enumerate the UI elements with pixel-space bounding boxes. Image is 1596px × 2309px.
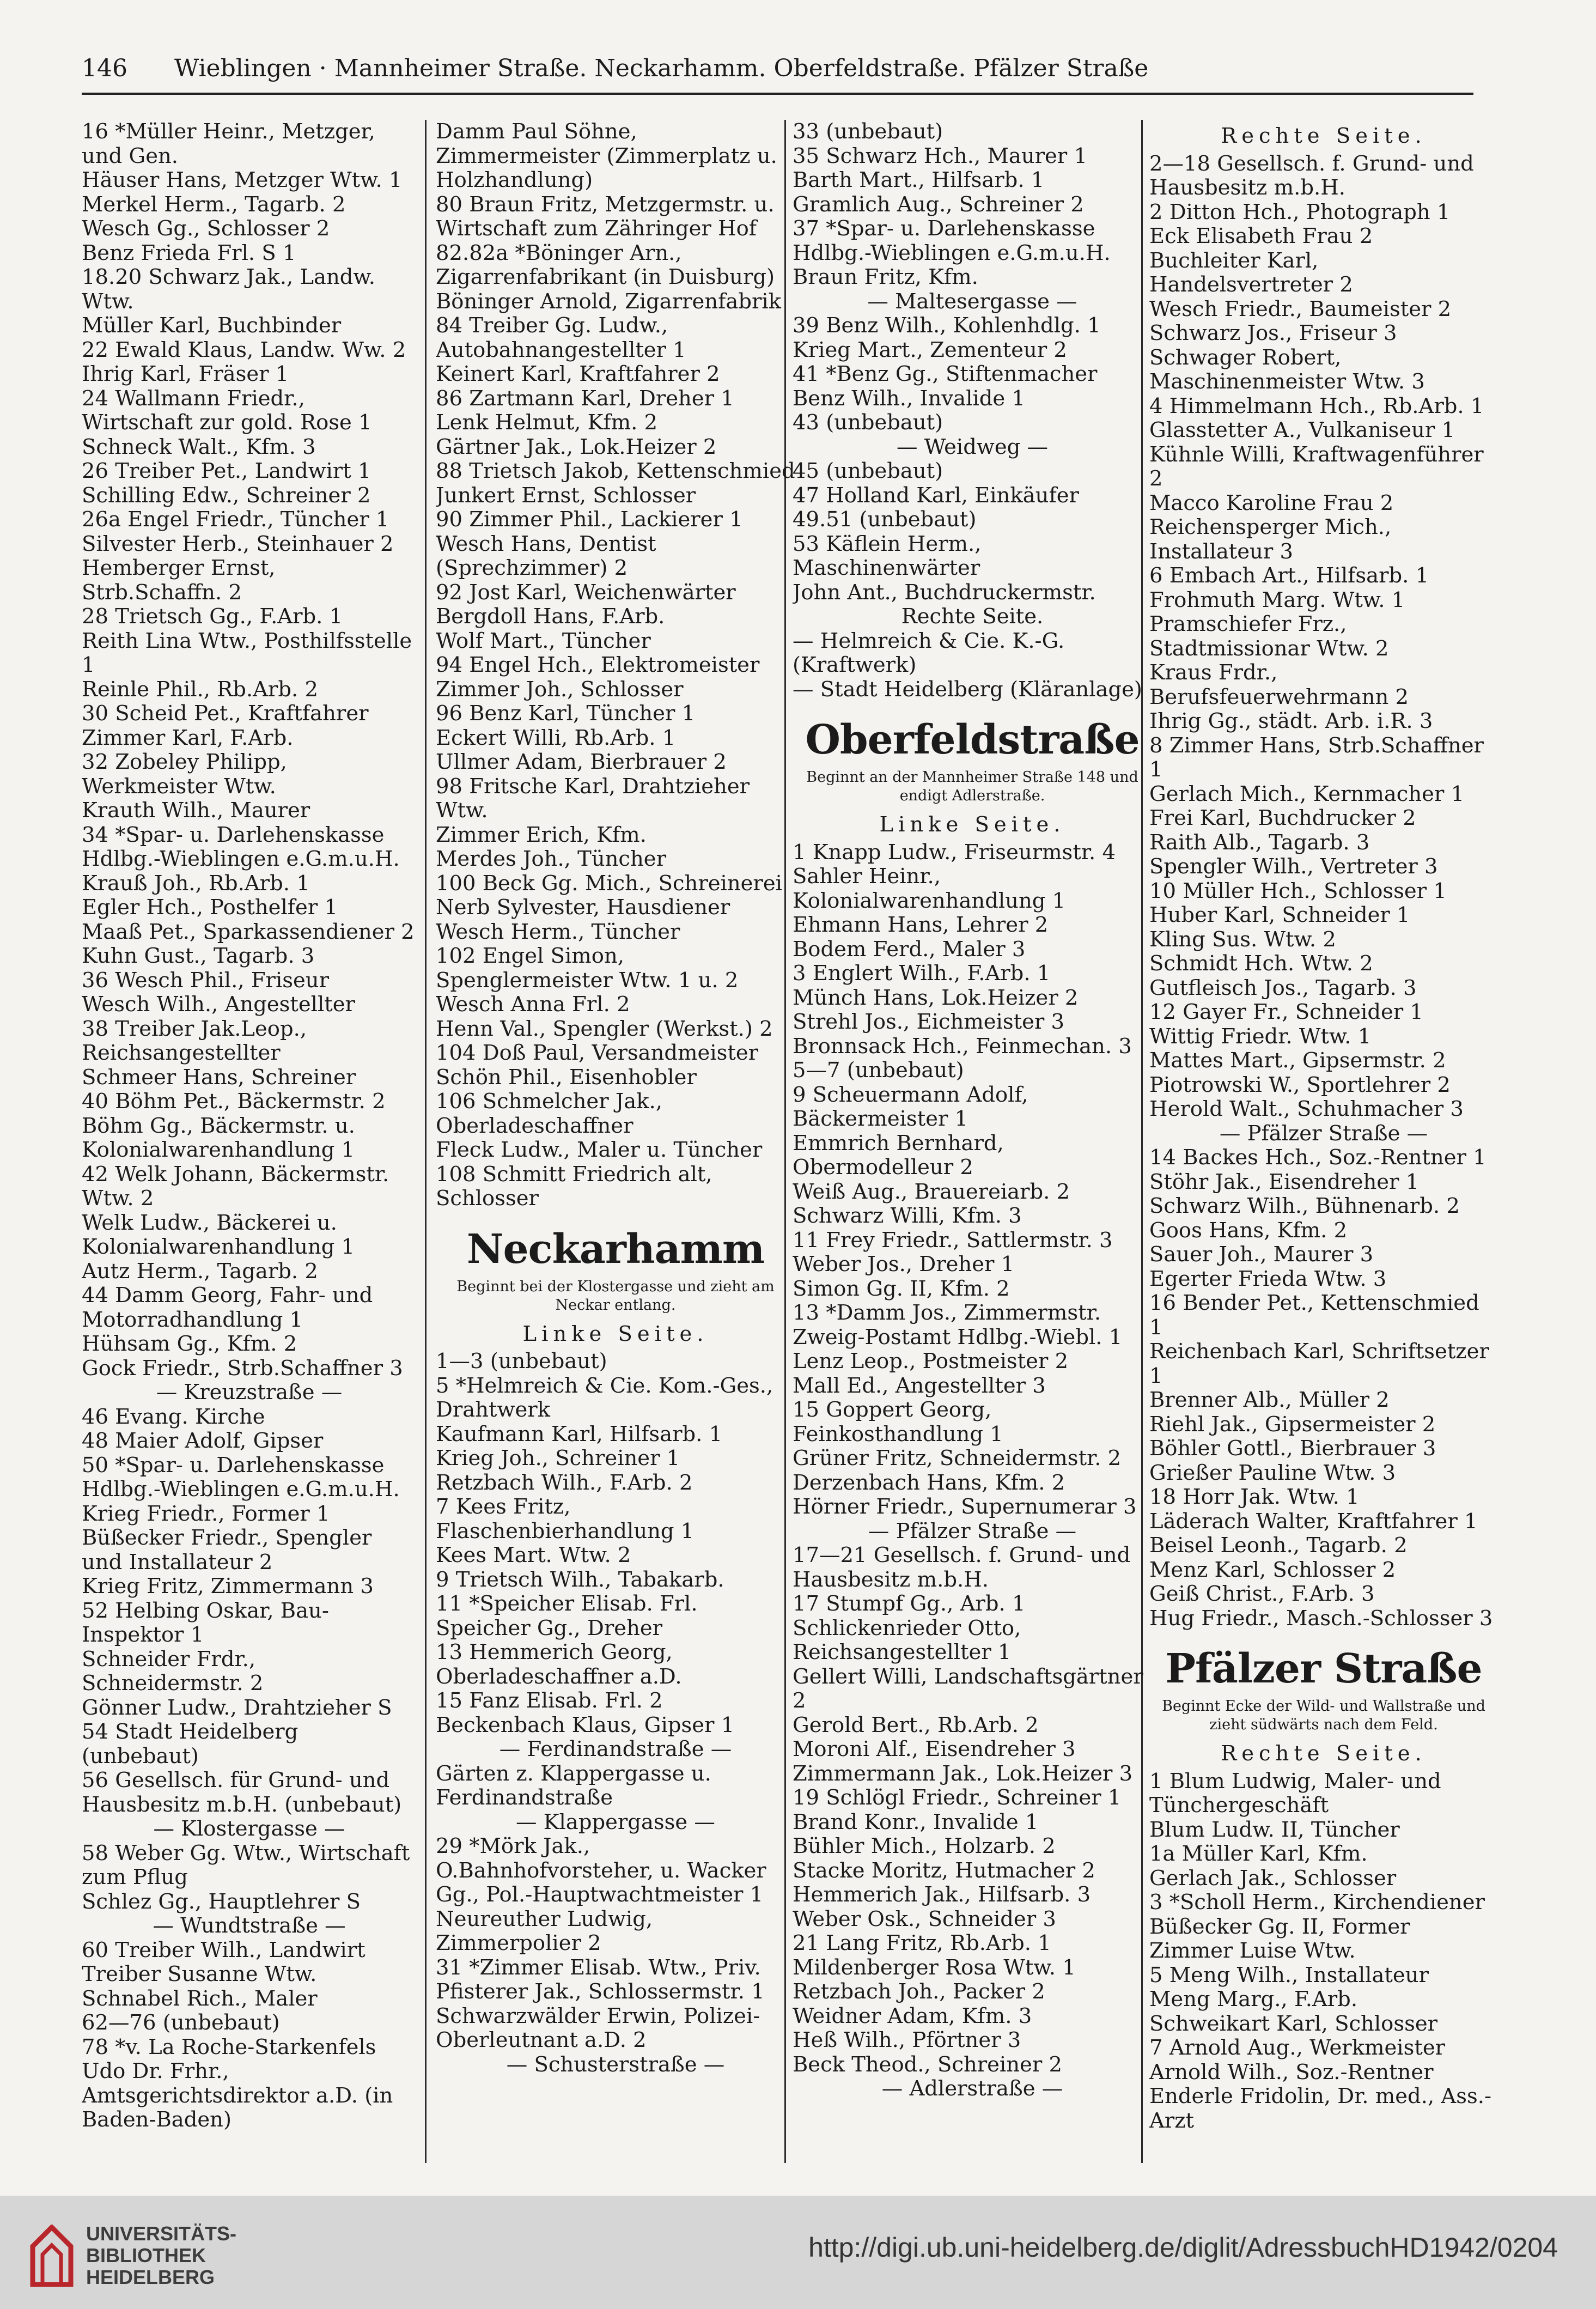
address-entry: Nerb Sylvester, Hausdiener [436,895,730,920]
mannheimer-strasse-continued [436,120,795,1211]
address-entry: Bronnsack Hch., Feinmechan. 3 [793,1034,1132,1059]
address-entry: 88 Trietsch Jakob, Kettenschmied [436,459,795,483]
address-entry: Schwarz Wilh., Bühnenarb. 2 [1149,1194,1460,1218]
address-entry: 96 Benz Karl, Tüncher 1 [436,701,696,726]
address-entry: 60 Treiber Wilh., Landwirt [82,1937,366,1962]
address-entry: 9 Trietsch Wilh., Tabakarb. [436,1567,724,1592]
address-entry: 52 Helbing Oskar, Bau-Inspektor 1 [82,1598,329,1647]
address-entry: — Weidweg — [896,434,1049,459]
address-entry: Mall Ed., Angestellter 3 [793,1373,1046,1398]
address-entry: Gärtner Jak., Lok.Heizer 2 [436,434,717,459]
university-logo-icon [27,2225,76,2287]
address-entry: Henn Val., Spengler (Werkst.) 2 [436,1016,773,1041]
address-entry: 41 *Benz Gg., Stiftenmacher [793,362,1098,386]
address-entry: Ihrig Karl, Fräser 1 [82,362,289,386]
address-entry: Beisel Leonh., Tagarb. 2 [1149,1533,1408,1558]
address-entry: Kühnle Willi, Kraftwagenführer 2 [1149,442,1484,491]
address-entry: Macco Karoline Frau 2 [1149,490,1394,515]
column-3 [793,120,1152,2163]
address-entry: 22 Ewald Klaus, Landw. Ww. 2 [82,337,406,362]
address-entry: 3 *Scholl Herm., Kirchendiener [1149,1890,1485,1915]
address-entry: Reichenbach Karl, Schriftsetzer 1 [1149,1339,1489,1388]
address-entry: — Pfälzer Straße — [868,1518,1077,1544]
address-entry: 11 *Speicher Elisab. Frl. [436,1591,698,1616]
address-entry: Hug Friedr., Masch.-Schlosser 3 [1149,1606,1493,1631]
address-entry: Weiß Aug., Brauereiarb. 2 [793,1179,1070,1204]
page-header [82,52,1149,85]
library-name [86,2223,236,2288]
address-entry: Sauer Joh., Maurer 3 [1149,1242,1374,1267]
address-entry: 15 Fanz Elisab. Frl. 2 [436,1688,663,1713]
address-entry: Huber Karl, Schneider 1 [1149,903,1410,927]
address-entry: 1 Blum Ludwig, Maler- und Tünchergeschäft [1149,1769,1441,1818]
address-entry: Münch Hans, Lok.Heizer 2 [793,985,1079,1010]
page-title: Wieblingen · Mannheimer Straße. Neckarhamm. Oberfeldstraße. Pfälzer Straße [174,54,1149,82]
address-entry: 53 Käflein Herm., Maschinenwärter [793,531,982,580]
address-entry: Autz Herm., Tagarb. 2 [82,1259,318,1284]
address-entry: 11 Frey Friedr., Sattlermstr. 3 [793,1228,1113,1253]
address-entry: Reinle Phil., Rb.Arb. 2 [82,677,318,702]
address-entry: Wesch Herm., Tüncher [436,919,680,944]
address-entry: Ihrig Gg., städt. Arb. i.R. 3 [1149,709,1433,733]
source-url-link[interactable]: http://digi.ub.uni-heidelberg.de/diglit/AdressbuchHD1942/0204 [808,2232,1558,2263]
street-heading-pfaelzer-strasse: Pfälzer Straße [1165,1645,1482,1692]
address-entry: 5 *Helmreich & Cie. Kom.-Ges., Drahtwerk [436,1373,773,1422]
column-4 [1149,120,1498,2163]
address-entry: Bodem Ferd., Maler 3 [793,937,1026,962]
address-entry: Eck Elisabeth Frau 2 [1149,224,1373,248]
address-entry: Schwarzwälder Erwin, Polizei-Oberleutnant a.D. 2 [436,2003,760,2052]
address-entry: Mattes Mart., Gipsermstr. 2 [1149,1048,1446,1073]
address-entry: Krieg Joh., Schreiner 1 [436,1446,680,1471]
address-entry: 3 Englert Wilh., F.Arb. 1 [793,961,1051,986]
address-entry: Büßecker Gg. II, Former [1149,1914,1410,1939]
address-entry: Gramlich Aug., Schreiner 2 [793,192,1084,217]
address-entry: Bühler Mich., Holzarb. 2 [793,1834,1056,1858]
address-entry: 84 Treiber Gg. Ludw., Autobahnangestellter 1 [436,313,686,362]
address-entry: — Maltesergasse — [867,289,1077,314]
address-entry: Grießer Pauline Wtw. 3 [1149,1460,1396,1485]
address-entry: 92 Jost Karl, Weichenwärter [436,580,736,605]
address-entry: 2—18 Gesellsch. f. Grund- und Hausbesitz m.b.H. [1149,151,1474,200]
address-entry: Spengler Wilh., Vertreter 3 [1149,854,1438,879]
address-entry: — Kreuzstraße — [156,1380,343,1405]
address-entry: 43 (unbebaut) [793,410,943,435]
address-entry: Gellert Willi, Landschaftsgärtner 2 [793,1664,1143,1713]
address-entry: 5 Meng Wilh., Installateur [1149,1962,1429,1988]
address-entry: Grüner Fritz, Schneidermstr. 2 [793,1446,1122,1471]
address-entry: Büßecker Friedr., Spengler und Installateur 2 [82,1526,372,1575]
address-entry: Blum Ludw. II, Tüncher [1149,1817,1400,1842]
address-entry: Ehmann Hans, Lehrer 2 [793,913,1049,937]
address-entry: Welk Ludw., Bäckerei u. Kolonialwarenhandlung 1 [82,1210,355,1259]
address-entry: Egler Hch., Posthelfer 1 [82,895,338,920]
address-entry: Mildenberger Rosa Wtw. 1 [793,1955,1076,1980]
address-entry: 38 Treiber Jak.Leop., Reichsangestellter [82,1016,307,1065]
address-entry: 62—76 (unbebaut) [82,2010,280,2035]
address-entry: 14 Backes Hch., Soz.-Rentner 1 [1149,1145,1487,1170]
address-entry: Schwager Robert, Maschinenmeister Wtw. 3 [1149,345,1425,394]
address-entry: Schlickenrieder Otto, Reichsangestellter 1 [793,1615,1021,1664]
address-entry: 8 Zimmer Hans, Strb.Schaffner 1 [1149,733,1484,782]
address-entry: Beck Theod., Schreiner 2 [793,2052,1062,2077]
address-entry: 7 Kees Fritz, Flaschenbierhandlung 1 [436,1494,695,1544]
address-entry: Gönner Ludw., Drahtzieher S [82,1695,392,1720]
address-entry: 49.51 (unbebaut) [793,507,977,532]
address-entry: 13 Hemmerich Georg, Oberladeschaffner a.D. [436,1640,682,1689]
address-entry: Derzenbach Hans, Kfm. 2 [793,1470,1065,1495]
address-entry: Kaufmann Karl, Hilfsarb. 1 [436,1421,723,1447]
address-entry: Schwarz Willi, Kfm. 3 [793,1204,1022,1228]
address-entry: 16 Bender Pet., Kettenschmied 1 [1149,1291,1479,1340]
address-entry: 50 *Spar- u. Darlehenskasse Hdlbg.-Wieblingen e.G.m.u.H. [82,1453,400,1502]
address-entry: Schneider Frdr., Schneidermstr. 2 [82,1646,264,1696]
address-entry: 19 Schlögl Friedr., Schreiner 1 [793,1785,1122,1810]
address-entry: Simon Gg. II, Kfm. 2 [793,1276,1010,1301]
address-entry: Krieg Friedr., Former 1 [82,1501,330,1526]
address-entry: Zimmer Joh., Schlosser [436,677,684,702]
address-entry: 102 Engel Simon, Spenglermeister Wtw. 1 u. 2 [436,944,739,993]
address-entry: Eckert Willi, Rb.Arb. 1 [436,725,676,750]
address-entry: Arnold Wilh., Soz.-Rentner [1149,2059,1434,2085]
address-entry: Junkert Ernst, Schlosser [436,483,696,508]
address-entry: Schmidt Hch. Wtw. 2 [1149,951,1373,976]
address-entry: Geiß Christ., F.Arb. 3 [1149,1582,1375,1606]
address-entry: 56 Gesellsch. für Grund- und Hausbesitz m.b.H. (unbebaut) [82,1768,402,1817]
address-entry: 104 Doß Paul, Versandmeister [436,1041,759,1065]
address-entry: Weber Osk., Schneider 3 [793,1906,1056,1931]
address-entry: Wolf Mart., Tüncher [436,628,651,653]
address-entry: 12 Gayer Fr., Schneider 1 [1149,1000,1423,1024]
side-title-oberfeldstrasse: Linke Seite. [879,812,1065,837]
address-entry: Hemmerich Jak., Hilfsarb. 3 [793,1882,1091,1907]
address-entry: Lenk Helmut, Kfm. 2 [436,410,658,435]
address-entry: Egerter Frieda Wtw. 3 [1149,1266,1387,1291]
address-entry: Gerlach Jak., Schlosser [1149,1866,1397,1891]
neckarhamm-entries [436,1350,795,2077]
address-entry: Merdes Joh., Tüncher [436,847,666,871]
address-entry: Stacke Moritz, Hutmacher 2 [793,1858,1095,1883]
column-2 [436,120,795,2163]
address-entry: 16 *Müller Heinr., Metzger, und Gen. [82,120,375,168]
address-entry: 24 Wallmann Friedr., Wirtschaft zur gold. Rose 1 [82,386,372,435]
address-entry: 47 Holland Karl, Einkäufer [793,483,1079,508]
address-entry: Stöhr Jak., Eisendreher 1 [1149,1169,1420,1194]
side-title-pfaelzer: Rechte Seite. [1221,1741,1427,1766]
address-entry: — Stadt Heidelberg (Kläranlage) [793,677,1142,702]
neckarhamm-continued [793,120,1152,702]
address-entry: Frei Karl, Buchdrucker 2 [1149,806,1416,830]
address-entry: — Klappergasse — [516,1809,715,1834]
street-subtitle-pfaelzer-strasse: Beginnt Ecke der Wild- und Wallstraße und zieht südwärts nach dem Feld. [1162,1698,1485,1733]
address-entry: 26a Engel Friedr., Tüncher 1 [82,507,389,532]
address-entry: — Wundtstraße — [153,1913,346,1938]
address-entry: Moroni Alf., Eisendreher 3 [793,1737,1076,1761]
address-entry: Ullmer Adam, Bierbrauer 2 [436,750,727,774]
address-entry: 1a Müller Karl, Kfm. [1149,1842,1368,1866]
address-entry: 45 (unbebaut) [793,459,943,483]
address-entry: 32 Zobeley Philipp, Werkmeister Wtw. [82,750,287,799]
address-entry: Zimmer Erich, Kfm. [436,822,647,847]
address-entry: 94 Engel Hch., Elektromeister [436,653,760,677]
address-entry: 58 Weber Gg. Wtw., Wirtschaft zum Pflug [82,1840,410,1889]
address-entry: 44 Damm Georg, Fahr- und Motorradhandlung 1 [82,1283,373,1332]
address-entry: Retzbach Joh., Packer 2 [793,1979,1045,2004]
pfaelzer-strasse-entries [1149,1770,1498,2134]
address-entry: 48 Maier Adolf, Gipser [82,1429,324,1453]
address-entry: Piotrowski W., Sportlehrer 2 [1149,1072,1451,1097]
address-entry: Gerold Bert., Rb.Arb. 2 [793,1712,1039,1737]
address-entry: Pfisterer Jak., Schlossermstr. 1 [436,1979,765,2004]
address-entry: Schilling Edw., Schreiner 2 [82,483,371,508]
address-entry: Herold Walt., Schuhmacher 3 [1149,1097,1464,1121]
address-entry: 6 Embach Art., Hilfsarb. 1 [1149,563,1429,588]
address-entry: Gock Friedr., Strb.Schaffner 3 [82,1356,403,1381]
library-name-line: BIBLIOTHEK [86,2244,206,2267]
address-entry: Meng Marg., F.Arb. [1149,1987,1358,2012]
address-entry: 37 *Spar- u. Darlehenskasse Hdlbg.-Wieblingen e.G.m.u.H. [793,216,1111,265]
address-entry: Wittig Friedr. Wtw. 1 [1149,1024,1372,1049]
page-number: 146 [82,54,127,82]
address-entry: 17 Stumpf Gg., Arb. 1 [793,1591,1026,1616]
address-entry: Frohmuth Marg. Wtw. 1 [1149,587,1405,612]
address-entry: Gärten z. Klappergasse u. Ferdinandstraße [436,1761,711,1810]
address-entry: 98 Fritsche Karl, Drahtzieher Wtw. [436,774,750,823]
address-entry: Reith Lina Wtw., Posthilfsstelle 1 [82,628,412,677]
address-entry: 54 Stadt Heidelberg (unbebaut) [82,1719,299,1769]
address-entry: 13 *Damm Jos., Zimmermstr. [793,1301,1101,1325]
address-entry: Reichensperger Mich., Installateur 3 [1149,515,1392,564]
address-entry: Damm Paul Söhne, Zimmermeister (Zimmerplatz u. Holzhandlung) [436,120,777,192]
address-entry: Sahler Heinr., Kolonialwarenhandlung 1 [793,864,1066,913]
address-entry: 40 Böhm Pet., Bäckermstr. 2 [82,1089,386,1114]
address-entry: 80 Braun Fritz, Metzgermstr. u. Wirtschaft zum Zähringer Hof [436,192,775,241]
address-entry: — Adlerstraße — [881,2076,1063,2101]
address-entry: — Pfälzer Straße — [1219,1121,1428,1146]
address-entry: 36 Wesch Phil., Friseur [82,968,330,993]
address-entry: Brand Konr., Invalide 1 [793,1809,1039,1834]
address-entry: Krieg Fritz, Zimmermann 3 [82,1574,374,1599]
address-entry: Kuhn Gust., Tagarb. 3 [82,944,315,968]
address-entry: Barth Mart., Hilfsarb. 1 [793,168,1045,192]
address-entry: Goos Hans, Kfm. 2 [1149,1218,1348,1243]
address-entry: Wesch Hans, Dentist (Sprechzimmer) 2 [436,531,656,580]
oberfeldstrasse-entries [793,841,1152,2101]
address-entry: Speicher Gg., Dreher [436,1615,663,1640]
address-entry: Buchleiter Karl, Handelsvertreter 2 [1149,248,1353,297]
address-entry: Schweikart Karl, Schlosser [1149,2011,1438,2036]
address-entry: Braun Fritz, Kfm. [793,265,978,289]
address-entry: Krieg Mart., Zementeur 2 [793,337,1067,362]
address-entry: 29 *Mörk Jak., O.Bahnhofvorsteher, u. Wacker Gg., Pol.-Hauptwachtmeister 1 [436,1834,766,1907]
address-entry: 86 Zartmann Karl, Dreher 1 [436,386,734,411]
address-entry: Benz Wilh., Invalide 1 [793,386,1025,411]
address-entry: 1 Knapp Ludw., Friseurmstr. 4 [793,840,1116,865]
address-entry: John Ant., Buchdruckermstr. [793,580,1096,605]
address-entry: Riehl Jak., Gipsermeister 2 [1149,1412,1436,1437]
address-entry: Zimmer Karl, F.Arb. [82,725,294,750]
address-entry: 31 *Zimmer Elisab. Wtw., Priv. [436,1955,761,1980]
address-entry: — Schusterstraße — [506,2052,725,2077]
address-entry: 100 Beck Gg. Mich., Schreinerei [436,871,782,896]
address-entry: Schlez Gg., Hauptlehrer S [82,1889,361,1914]
address-entry: Hühsam Gg., Kfm. 2 [82,1332,297,1356]
address-entry: 5—7 (unbebaut) [793,1058,964,1083]
header-rule [82,93,1473,95]
address-entry: — Helmreich & Cie. K.-G. (Kraftwerk) [793,628,1065,677]
address-entry: Glasstetter A., Vulkaniseur 1 [1149,418,1455,442]
column-divider [425,120,427,2163]
address-entry: Hemberger Ernst, Strb.Schaffn. 2 [82,556,276,605]
address-entry: 90 Zimmer Phil., Lackierer 1 [436,507,743,532]
address-entry: Gutfleisch Jos., Tagarb. 3 [1149,975,1417,1000]
address-entry: Zweig-Postamt Hdlbg.-Wiebl. 1 [793,1324,1123,1350]
address-entry: Schmeer Hans, Schreiner [82,1065,356,1090]
address-entry: 33 (unbebaut) [793,120,943,144]
address-entry: 30 Scheid Pet., Kraftfahrer [82,701,369,726]
address-entry: Kees Mart. Wtw. 2 [436,1543,631,1567]
street-subtitle-neckarhamm: Beginnt bei der Klostergasse und zieht am Neckar entlang. [456,1278,775,1314]
address-entry: Böhler Gottl., Bierbrauer 3 [1149,1436,1436,1461]
address-entry: Weidner Adam, Kfm. 3 [793,2003,1032,2028]
address-entry: 18.20 Schwarz Jak., Landw. Wtw. [82,265,376,314]
address-entry: Wesch Friedr., Baumeister 2 [1149,296,1452,321]
address-entry: Böninger Arnold, Zigarrenfabrik [436,289,782,314]
address-entry: — Ferdinandstraße — [499,1737,732,1761]
address-entry: Enderle Fridolin, Dr. med., Ass.-Arzt [1149,2084,1491,2133]
address-entry: Fleck Ludw., Maler u. Tüncher [436,1138,763,1162]
address-entry: 28 Trietsch Gg., F.Arb. 1 [82,604,343,629]
address-entry: 2 Ditton Hch., Photograph 1 [1149,199,1451,224]
address-entry: Schön Phil., Eisenhobler [436,1065,697,1090]
address-entry: Gerlach Mich., Kernmacher 1 [1149,781,1465,806]
address-entry: 46 Evang. Kirche [82,1404,265,1429]
address-entry: Retzbach Wilh., F.Arb. 2 [436,1470,693,1495]
oberfeldstrasse-right-entries [1149,152,1498,1631]
address-entry: Pramschiefer Frz., Stadtmissionar Wtw. 2 [1149,612,1389,661]
address-entry: — Klostergasse — [153,1816,345,1841]
address-entry: Strehl Jos., Eichmeister 3 [793,1010,1064,1034]
side-title-neckarhamm: Linke Seite. [522,1321,709,1346]
address-entry: Keinert Karl, Kraftfahrer 2 [436,362,720,386]
address-entry: Emmrich Bernhard, Obermodelleur 2 [793,1131,1004,1180]
address-entry: 1—3 (unbebaut) [436,1349,607,1374]
address-entry: Krauß Joh., Rb.Arb. 1 [82,871,310,896]
address-entry: Kling Sus. Wtw. 2 [1149,927,1336,952]
address-entry: Neureuther Ludwig, Zimmerpolier 2 [436,1906,653,1955]
address-entry: 17—21 Gesellsch. f. Grund- und Hausbesitz m.b.H. [793,1543,1131,1592]
address-entry: Heß Wilh., Pförtner 3 [793,2028,1021,2052]
address-entry: 35 Schwarz Hch., Maurer 1 [793,143,1087,168]
address-entry: 21 Lang Fritz, Rb.Arb. 1 [793,1931,1051,1955]
address-entry: 106 Schmelcher Jak., Oberladeschaffner [436,1089,663,1138]
address-entry: Läderach Walter, Kraftfahrer 1 [1149,1509,1478,1534]
street-subtitle-oberfeldstrasse: Beginnt an der Mannheimer Straße 148 und endigt Adlerstraße. [806,769,1138,804]
address-entry: Hörner Friedr., Supernumerar 3 [793,1494,1137,1519]
address-entry: 78 *v. La Roche-Starkenfels Udo Dr. Frhr., Amtsgerichtsdirektor a.D. (in Baden-Baden) [82,2034,393,2132]
address-entry: Zimmer Luise Wtw. [1149,1939,1356,1963]
address-entry: 15 Goppert Georg, Feinkosthandlung 1 [793,1397,1003,1447]
address-entry: 34 *Spar- u. Darlehenskasse Hdlbg.-Wieblingen e.G.m.u.H. [82,822,400,871]
address-entry: 42 Welk Johann, Bäckermstr. Wtw. 2 [82,1162,389,1211]
address-entry: Schwarz Jos., Friseur 3 [1149,321,1397,345]
address-entry: 10 Müller Hch., Schlosser 1 [1149,878,1447,903]
library-name-line: UNIVERSITÄTS- [86,2222,237,2245]
address-entry: Silvester Herb., Steinhauer 2 [82,531,394,556]
address-entry: Wesch Wilh., Angestellter [82,992,355,1017]
side-title-oberfeld-right: Rechte Seite. [1221,124,1427,148]
address-entry: 82.82a *Böninger Arn., Zigarrenfabrikant (in Duisburg) [436,240,775,289]
address-entry: Schneck Walt., Kfm. 3 [82,434,316,459]
address-entry: Beckenbach Klaus, Gipser 1 [436,1712,735,1737]
address-entry: 4 Himmelmann Hch., Rb.Arb. 1 [1149,393,1484,418]
address-entry: 7 Arnold Aug., Werkmeister [1149,2035,1446,2060]
address-entry: 108 Schmitt Friedrich alt, Schlosser [436,1162,712,1211]
address-entry: Rechte Seite. [901,604,1044,629]
column-1 [82,120,417,2163]
address-entry: Kraus Frdr., Berufsfeuerwehrmann 2 [1149,660,1409,709]
address-entry: Müller Karl, Buchbinder [82,313,342,338]
address-entry: Weber Jos., Dreher 1 [793,1252,1015,1277]
address-entry: 9 Scheuermann Adolf, Bäckermeister 1 [793,1082,1028,1131]
address-entry: 39 Benz Wilh., Kohlenhdlg. 1 [793,313,1101,338]
library-name-line: HEIDELBERG [86,2266,215,2288]
address-entry: Häuser Hans, Metzger Wtw. 1 [82,168,403,192]
address-entry: Raith Alb., Tagarb. 3 [1149,830,1370,855]
address-entry: Maaß Pet., Sparkassendiener 2 [82,919,415,944]
address-entry: Menz Karl, Schlosser 2 [1149,1557,1396,1582]
street-heading-neckarhamm: Neckarhamm [466,1225,765,1273]
address-entry: Zimmermann Jak., Lok.Heizer 3 [793,1761,1133,1786]
address-entry: Schnabel Rich., Maler [82,1986,318,2011]
address-entry: 18 Horr Jak. Wtw. 1 [1149,1485,1360,1509]
address-entry: Wesch Gg., Schlosser 2 [82,216,330,241]
address-entry: Wesch Anna Frl. 2 [436,992,630,1017]
address-entry: Krauth Wilh., Maurer [82,798,310,823]
street-heading-oberfeldstrasse: Oberfeldstraße [805,716,1140,763]
address-entry: Bergdoll Hans, F.Arb. [436,604,665,629]
address-entry: Böhm Gg., Bäckermstr. u. Kolonialwarenhandlung 1 [82,1113,355,1162]
address-entry: Benz Frieda Frl. S 1 [82,240,296,265]
address-entry: Merkel Herm., Tagarb. 2 [82,192,346,217]
address-entry: 26 Treiber Pet., Landwirt 1 [82,459,371,483]
address-entry: Lenz Leop., Postmeister 2 [793,1349,1069,1374]
address-entry: Brenner Alb., Müller 2 [1149,1388,1390,1412]
address-entry: Treiber Susanne Wtw. [82,1962,317,1986]
